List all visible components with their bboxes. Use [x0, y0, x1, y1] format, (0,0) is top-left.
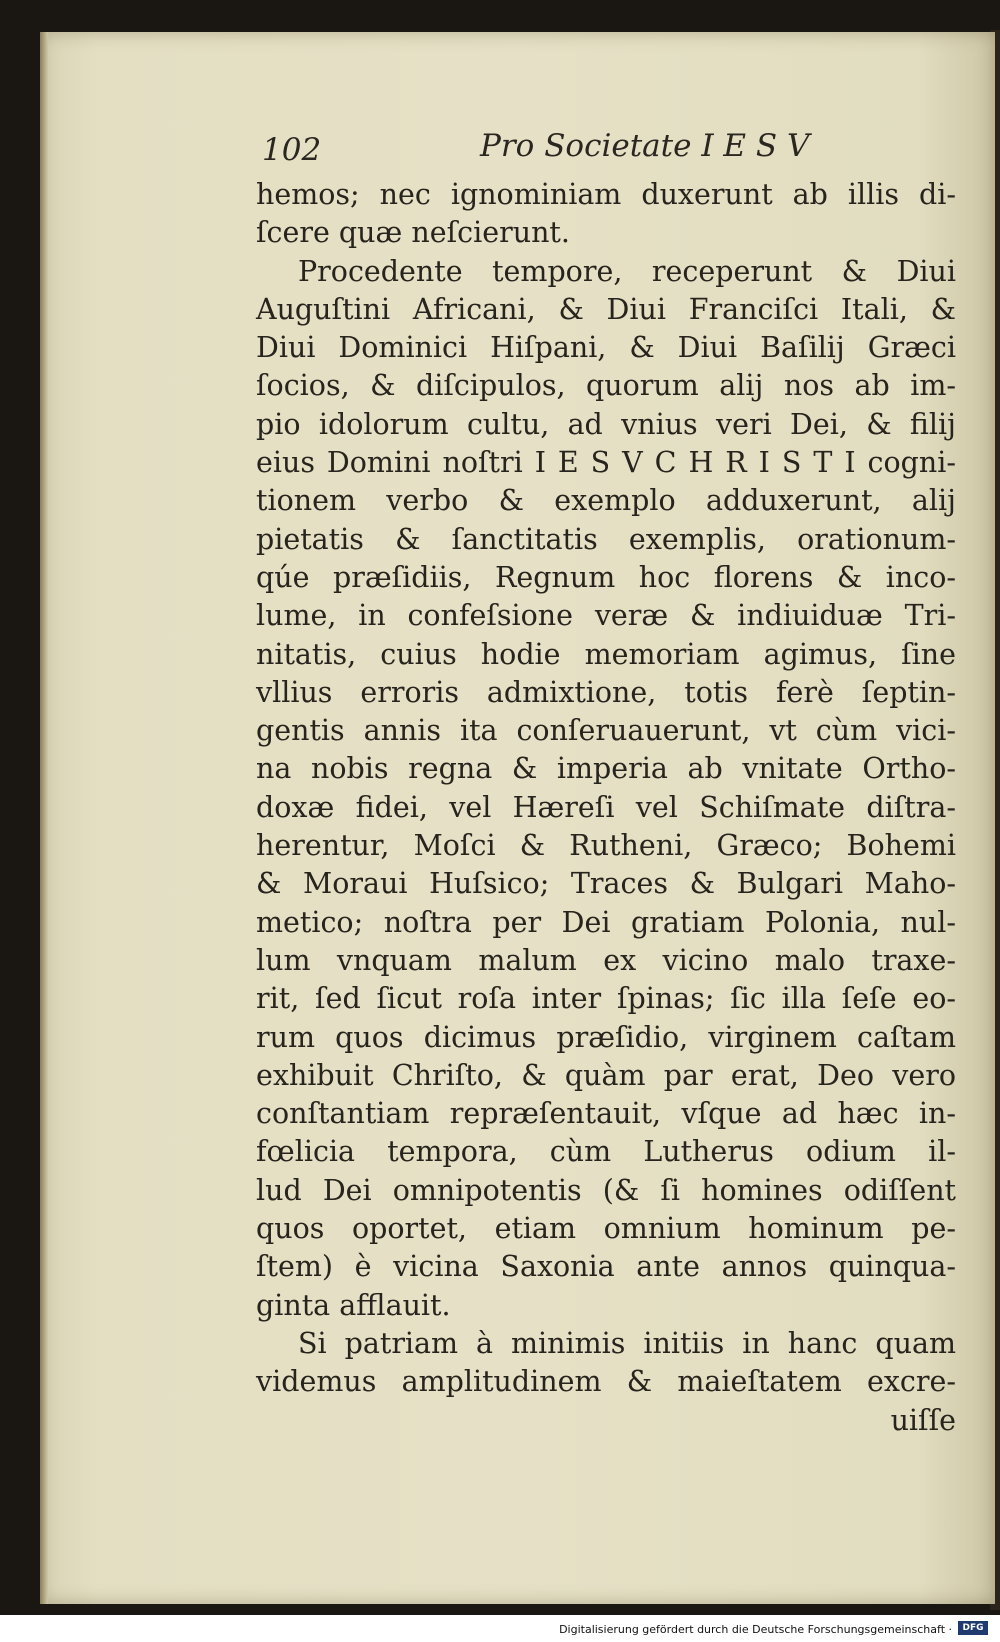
- text-line: rum quos dicimus præſidio, virginem caſtam: [256, 1020, 956, 1054]
- body-text: [256, 176, 956, 1440]
- footer-bar: [0, 1615, 1000, 1642]
- footer-credit: Digitalisierung gefördert durch die Deutsche Forschungsgemeinschaft ·: [559, 1623, 952, 1636]
- text-line: qúe præſidiis, Regnum hoc florens & inco-: [256, 560, 956, 594]
- text-line: tionem verbo & exemplo adduxerunt, alij: [256, 484, 956, 518]
- text-line: na nobis regna & imperia ab vnitate Ortho-: [256, 752, 956, 786]
- text-line: rit, ſed ſicut roſa inter ſpinas; ſic illa ſeſe eo-: [256, 982, 956, 1016]
- page-number: 102: [262, 132, 322, 168]
- page-edge: [40, 32, 48, 1604]
- page-header: [262, 128, 962, 172]
- text-line: Procedente tempore, receperunt & Diui: [298, 254, 956, 288]
- text-line: lum vnquam malum ex vicino malo traxe-: [256, 943, 956, 977]
- dfg-logo-icon: DFG: [958, 1621, 988, 1635]
- text-line: ſocios, & diſcipulos, quorum alij nos ab im-: [256, 369, 956, 403]
- running-title: Pro Societate I E S V: [480, 128, 810, 164]
- text-line: & Moraui Huſsico; Traces & Bulgari Maho-: [256, 867, 956, 901]
- text-line: Si patriam à minimis initiis in hanc quam: [298, 1326, 956, 1360]
- text-line: videmus amplitudinem & maieſtatem excre-: [256, 1365, 956, 1399]
- text-line: ginta afflauit.: [256, 1288, 451, 1322]
- text-line: lud Dei omnipotentis (& ſi homines odiſſent: [256, 1173, 956, 1207]
- text-line: pio idolorum cultu, ad vnius veri Dei, & filij: [256, 407, 956, 441]
- text-line: metico; noſtra per Dei gratiam Polonia, nul-: [256, 905, 956, 939]
- text-line: lume, in confeſsione veræ & indiuiduæ Tri-: [256, 599, 956, 633]
- text-line: Diui Dominici Hiſpani, & Diui Baſilij Græci: [256, 331, 956, 365]
- text-line: pietatis & ſanctitatis exemplis, orationum-: [256, 522, 956, 556]
- text-line: conſtantiam repræſentauit, vſque ad hæc in-: [256, 1097, 956, 1131]
- text-line: doxæ fidei, vel Hæreſi vel Schiſmate diſtra-: [256, 790, 956, 824]
- catchword: uiſſe: [890, 1403, 956, 1437]
- text-line: vllius erroris admixtione, totis ferè ſeptin-: [256, 675, 956, 709]
- text-line: ſtem) è vicina Saxonia ante annos quinqua-: [256, 1250, 956, 1284]
- text-line: exhibuit Chriſto, & quàm par erat, Deo vero: [256, 1058, 956, 1092]
- text-line: fœlicia tempora, cùm Lutherus odium il-: [256, 1135, 956, 1169]
- text-line: hemos; nec ignominiam duxerunt ab illis di-: [256, 178, 956, 211]
- text-line: herentur, Moſci & Rutheni, Græco; Bohemi: [256, 829, 956, 863]
- text-line: Auguſtini Africani, & Diui Franciſci Itali, &: [256, 292, 956, 326]
- text-line: gentis annis ita conſeruauerunt, vt cùm vici-: [256, 714, 956, 748]
- text-line: quos oportet, etiam omnium hominum pe-: [256, 1212, 956, 1246]
- text-line: ſcere quæ neſcierunt.: [256, 216, 570, 250]
- text-line: nitatis, cuius hodie memoriam agimus, ſine: [256, 637, 956, 671]
- text-line: eius Domini noſtri I E S V C H R I S T I cogni-: [256, 446, 956, 480]
